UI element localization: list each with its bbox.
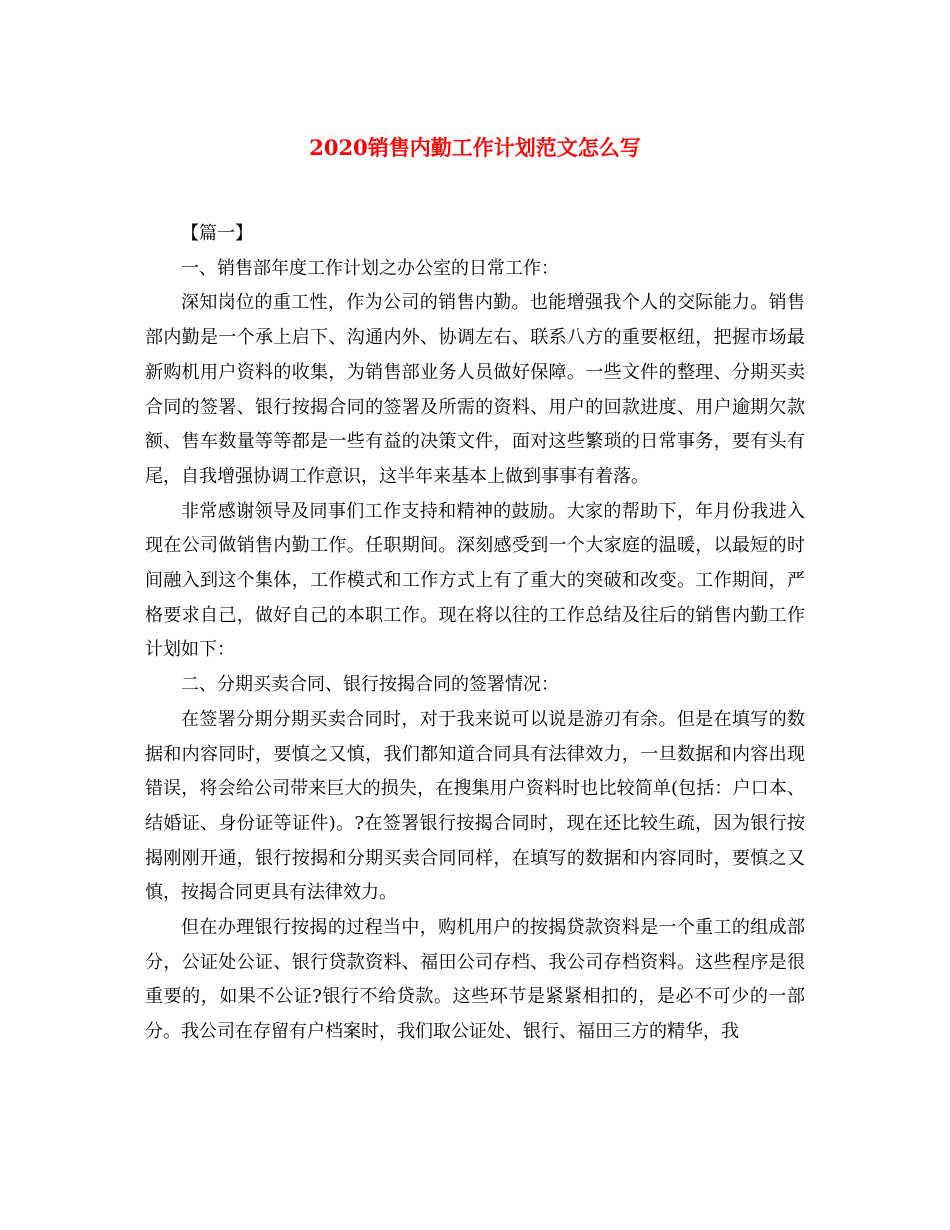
document-title: 2020销售内勤工作计划范文怎么写: [309, 135, 641, 160]
section-heading: 【篇一】: [181, 223, 253, 244]
body-paragraph: 非常感谢领导及同事们工作支持和精神的鼓励。大家的帮助下，年月份我进入现在公司做销售内勤工作。任职期间。深刻感受到一个大家庭的温暖，以最短的时间融入到这个集体，工作模式和工作方式上有了重大的突破和改变。工作期间，严格要求自己，做好自己的本职工作。现在将以往的工作总结及往后的销售内勤工作计划如下：: [145, 500, 805, 661]
body-paragraph: 深知岗位的重工性，作为公司的销售内勤。也能增强我个人的交际能力。销售部内勤是一个承上启下、沟通内外、协调左右、联系八方的重要枢纽，把握市场最新购机用户资料的收集，为销售部业务人员做好保障。一些文件的整理、分期买卖合同的签署、银行按揭合同的签署及所需的资料、用户的回款进度、用户逾期欠款额、售车数量等等都是一些有益的决策文件，面对这些繁琐的日常事务，要有头有尾，自我增强协调工作意识，这半年来基本上做到事事有着落。: [145, 292, 805, 487]
body-paragraph: 但在办理银行按揭的过程当中，购机用户的按揭贷款资料是一个重工的组成部分，公证处公证、银行贷款资料、福田公司存档、我公司存档资料。这些程序是很重要的，如果不公证?银行不给贷款。这些环节是紧紧相扣的，是必不可少的一部分。我公司在存留有户档案时，我们取公证处、银行、福田三方的精华，我: [145, 917, 805, 1043]
subheading: 二、分期买卖合同、银行按揭合同的签署情况：: [181, 674, 559, 696]
body-paragraph: 在签署分期分期买卖合同时，对于我来说可以说是游刃有余。但是在填写的数据和内容同时，要慎之又慎，我们都知道合同具有法律效力，一旦数据和内容出现错误，将会给公司带来巨大的损失，在搜集用户资料时也比较简单(包括：户口本、结婚证、身份证等证件)。?在签署银行按揭合同时，现在还比较生疏，因为银行按揭刚刚开通，银行按揭和分期买卖合同同样，在填写的数据和内容同时，要慎之又慎，按揭合同更具有法律效力。: [145, 708, 805, 904]
document-body: [145, 217, 805, 1050]
subheading: 一、销售部年度工作计划之办公室的日常工作：: [181, 257, 559, 279]
